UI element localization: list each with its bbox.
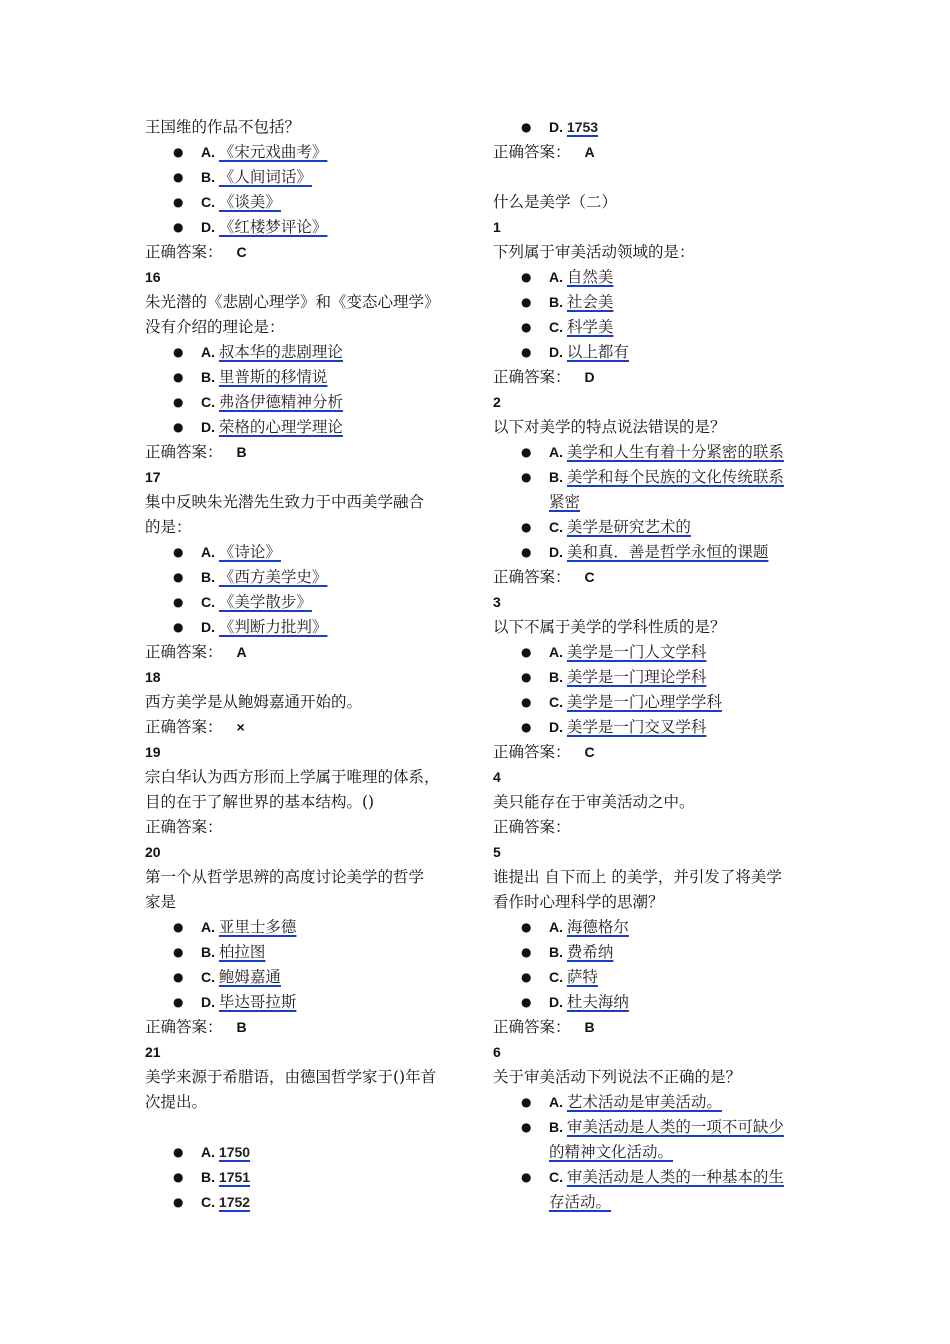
option-separator: . [559,694,567,710]
option-text-link[interactable]: 费希纳 [566,943,614,961]
option-item[interactable] [493,940,813,965]
option-item[interactable] [493,340,813,365]
option-text-link[interactable]: 艺术活动是审美活动。 [566,1093,722,1111]
option-letter: C [549,969,560,985]
option-separator: . [211,1194,219,1210]
question-number: 5 [493,844,501,860]
bullet-icon: ● [173,545,184,559]
question-text: 宗白华认为西方形而上学属于唯理的体系， [145,768,440,786]
option-separator: . [211,344,219,360]
option-text-link[interactable]: 弗洛伊德精神分析 [218,393,343,411]
answer-label: 正确答案： [145,818,223,836]
bullet-icon: ● [173,370,184,384]
answer-value: C [236,244,247,260]
bullet-icon: ● [521,295,532,309]
option-letter: B [201,369,212,385]
option-text-link[interactable]: 社会美 [566,293,614,311]
option-separator: . [559,919,567,935]
question-text: 家是 [145,893,177,911]
bullet-icon: ● [521,270,532,284]
option-item[interactable] [493,440,813,465]
option-letter: B [549,1119,560,1135]
option-text-link[interactable]: 毕达哥拉斯 [218,993,297,1011]
answer-label: 正确答案： [145,643,223,661]
question-text: 没有介绍的理论是： [145,318,285,336]
option-text-link[interactable]: 《美学散步》 [218,593,312,611]
question-text: 以下对美学的特点说法错误的是？ [493,418,726,436]
question-text: 谁提出 自下而上 的美学，并引发了将美学 [493,868,782,886]
option-letter: B [549,469,560,485]
bullet-icon: ● [173,595,184,609]
question-text: 以下不属于美学的学科性质的是？ [493,618,726,636]
option-item[interactable] [493,915,813,940]
option-letter: D [549,119,560,135]
option-item[interactable] [145,365,465,390]
option-letter: B [549,944,560,960]
bullet-icon: ● [521,320,532,334]
correct-answer [145,640,465,665]
option-separator: . [559,944,567,960]
option-letter: B [201,1169,212,1185]
option-item[interactable] [493,115,813,140]
correct-answer [493,815,813,840]
option-item[interactable] [493,715,813,740]
option-item[interactable] [145,565,465,590]
option-item[interactable] [145,1190,465,1215]
option-separator: . [559,444,567,460]
answer-label: 正确答案： [493,818,571,836]
option-letter: C [549,694,560,710]
option-letter: A [549,444,560,460]
option-separator: . [211,144,219,160]
bullet-icon: ● [173,195,184,209]
option-item[interactable] [145,940,465,965]
option-text-link[interactable]: 柏拉图 [218,943,266,961]
question-text: 王国维的作品不包括？ [145,118,301,136]
option-item[interactable] [145,540,465,565]
bullet-icon: ● [173,1195,184,1209]
answer-label: 正确答案： [145,718,223,736]
bullet-icon: ● [173,970,184,984]
bullet-icon: ● [173,145,184,159]
option-text-link[interactable]: 1751 [218,1169,251,1185]
option-text-link[interactable]: 1750 [218,1144,251,1160]
option-text-continuation[interactable] [493,490,813,515]
option-item[interactable] [145,590,465,615]
option-item[interactable] [493,1165,813,1190]
question-number: 17 [145,469,161,485]
option-separator: . [559,519,567,535]
option-item[interactable] [145,1140,465,1165]
question-number: 6 [493,1044,501,1060]
bullet-icon: ● [173,620,184,634]
option-separator: . [559,344,567,360]
option-text-link[interactable]: 以上都有 [566,343,629,361]
option-letter: C [549,519,560,535]
option-item[interactable] [145,190,465,215]
option-separator: . [211,919,219,935]
option-separator: . [559,719,567,735]
option-letter: B [549,669,560,685]
answer-value: A [584,144,595,160]
question-number: 1 [493,219,501,235]
option-text-link[interactable]: 《红楼梦评论》 [218,218,328,236]
option-item[interactable] [493,290,813,315]
question-number: 3 [493,594,501,610]
answer-value: B [236,1019,247,1035]
option-text-link[interactable]: 审美活动是人类的一种基本的生 [566,1168,784,1186]
option-letter: D [201,994,212,1010]
option-text-link[interactable]: 《人间词话》 [218,168,312,186]
bullet-icon: ● [521,995,532,1009]
option-separator: . [559,669,567,685]
option-letter: C [201,394,212,410]
option-text-link[interactable]: 1753 [566,119,599,135]
option-item[interactable] [493,1115,813,1140]
option-item[interactable] [145,340,465,365]
option-letter: D [201,619,212,635]
option-letter: C [549,319,560,335]
option-text-link[interactable]: 紧密 [549,493,581,511]
correct-answer [145,440,465,465]
option-item[interactable] [493,540,813,565]
question-text: 目的在于了解世界的基本结构。() [145,793,375,811]
option-letter: A [549,1094,560,1110]
question-number: 21 [145,1044,161,1060]
option-text-link[interactable]: 1752 [218,1194,251,1210]
option-text-continuation[interactable] [493,1190,813,1215]
option-text-link[interactable]: 荣格的心理学理论 [218,418,343,436]
option-separator: . [211,394,219,410]
option-separator: . [211,194,219,210]
option-letter: A [201,544,212,560]
option-text-link[interactable]: 美学和人生有着十分紧密的联系 [566,443,784,461]
option-item[interactable] [493,515,813,540]
option-separator: . [211,544,219,560]
question-text: 美学来源于希腊语，由德国哲学家于()年首 [145,1068,437,1086]
question-text: 次提出。 [145,1093,208,1111]
option-text-link[interactable]: 美学是一门人文学科 [566,643,707,661]
option-item[interactable] [145,215,465,240]
option-item[interactable] [145,140,465,165]
option-separator: . [559,1119,567,1135]
question-text: 看作时心理科学的思潮？ [493,893,664,911]
option-item[interactable] [145,415,465,440]
answer-label: 正确答案： [493,1018,571,1036]
option-letter: A [549,269,560,285]
question-text: 美只能存在于审美活动之中。 [493,793,695,811]
answer-value: B [584,1019,595,1035]
bullet-icon: ● [173,345,184,359]
option-separator: . [559,969,567,985]
option-letter: D [549,719,560,735]
correct-answer [145,1015,465,1040]
blank-line [145,1115,465,1140]
question-text: 集中反映朱光潜先生致力于中西美学融合 [145,493,425,511]
option-separator: . [559,269,567,285]
left-column [145,115,465,1215]
question-number: 16 [145,269,161,285]
option-letter: C [201,194,212,210]
bullet-icon: ● [521,695,532,709]
option-text-link[interactable]: 美学和每个民族的文化传统联系 [566,468,784,486]
answer-label: 正确答案： [145,443,223,461]
option-separator: . [211,944,219,960]
bullet-icon: ● [521,670,532,684]
bullet-icon: ● [173,220,184,234]
option-text-link[interactable]: 的精神文化活动。 [549,1143,674,1161]
option-separator: . [559,294,567,310]
option-separator: . [211,969,219,985]
answer-value: C [584,569,595,585]
option-letter: B [549,294,560,310]
option-item[interactable] [493,265,813,290]
bullet-icon: ● [173,1145,184,1159]
bullet-icon: ● [521,470,532,484]
option-separator: . [559,1169,567,1185]
option-letter: A [201,144,212,160]
option-text-link[interactable]: 美学是一门理论学科 [566,668,707,686]
answer-value: C [584,744,595,760]
option-item[interactable] [145,1165,465,1190]
bullet-icon: ● [173,920,184,934]
option-letter: C [549,1169,560,1185]
correct-answer [493,565,813,590]
correct-answer [493,140,813,165]
option-letter: A [549,919,560,935]
blank-line [493,165,813,190]
option-text-link[interactable]: 审美活动是人类的一项不可缺少 [566,1118,784,1136]
question-text: 下列属于审美活动领域的是： [493,243,695,261]
question-text: 第一个从哲学思辨的高度讨论美学的哲学 [145,868,425,886]
option-item[interactable] [145,390,465,415]
bullet-icon: ● [521,1120,532,1134]
option-letter: A [201,1144,212,1160]
answer-label: 正确答案： [493,568,571,586]
correct-answer [493,365,813,390]
answer-label: 正确答案： [145,243,223,261]
bullet-icon: ● [521,945,532,959]
option-text-link[interactable]: 《西方美学史》 [218,568,328,586]
option-separator: . [211,994,219,1010]
option-text-link[interactable]: 科学美 [566,318,614,336]
option-item[interactable] [145,165,465,190]
option-letter: A [201,919,212,935]
option-text-continuation[interactable] [493,1140,813,1165]
option-separator: . [559,644,567,660]
question-text: 什么是美学（二） [493,193,618,211]
option-text-link[interactable]: 美学是研究艺术的 [566,518,691,536]
bullet-icon: ● [173,1170,184,1184]
bullet-icon: ● [521,1170,532,1184]
answer-value: A [236,644,247,660]
answer-label: 正确答案： [145,1018,223,1036]
answer-label: 正确答案： [493,368,571,386]
option-text-link[interactable]: 《宋元戏曲考》 [218,143,328,161]
correct-answer [493,1015,813,1040]
option-item[interactable] [493,315,813,340]
option-text-link[interactable]: 《谈美》 [218,193,281,211]
option-separator: . [559,469,567,485]
bullet-icon: ● [521,920,532,934]
option-item[interactable] [145,615,465,640]
option-text-link[interactable]: 美和真．善是哲学永恒的课题 [566,543,769,561]
correct-answer [493,740,813,765]
question-number: 19 [145,744,161,760]
option-letter: D [201,219,212,235]
answer-label: 正确答案： [493,743,571,761]
option-text-link[interactable]: 叔本华的悲剧理论 [218,343,343,361]
option-letter: C [201,1194,212,1210]
option-separator: . [211,169,219,185]
bullet-icon: ● [521,520,532,534]
right-column [493,115,813,1215]
bullet-icon: ● [173,570,184,584]
question-text: 西方美学是从鲍姆嘉通开始的。 [145,693,363,711]
bullet-icon: ● [173,995,184,1009]
option-separator: . [211,1144,219,1160]
option-separator: . [559,994,567,1010]
question-number: 18 [145,669,161,685]
option-separator: . [211,569,219,585]
option-item[interactable] [145,915,465,940]
option-letter: B [201,569,212,585]
option-letter: D [549,344,560,360]
option-separator: . [559,544,567,560]
option-text-link[interactable]: 存活动。 [549,1193,612,1211]
option-text-link[interactable]: 自然美 [566,268,614,286]
option-separator: . [211,594,219,610]
option-item[interactable] [145,965,465,990]
option-text-link[interactable]: 杜夫海纳 [566,993,629,1011]
question-text: 的是： [145,518,192,536]
option-separator: . [211,369,219,385]
bullet-icon: ● [521,345,532,359]
option-text-link[interactable]: 鲍姆嘉通 [218,968,281,986]
bullet-icon: ● [521,970,532,984]
option-text-link[interactable]: 海德格尔 [566,918,629,936]
option-item[interactable] [493,990,813,1015]
option-text-link[interactable]: 美学是一门心理学学科 [566,693,722,711]
option-separator: . [211,619,219,635]
option-letter: B [201,944,212,960]
option-separator: . [559,1094,567,1110]
correct-answer [145,715,465,740]
option-item[interactable] [493,465,813,490]
bullet-icon: ● [173,170,184,184]
bullet-icon: ● [521,545,532,559]
option-text-link[interactable]: 《判断力批判》 [218,618,328,636]
question-text: 朱光潜的《悲剧心理学》和《变态心理学》 [145,293,440,311]
option-text-link[interactable]: 《诗论》 [218,543,281,561]
bullet-icon: ● [173,945,184,959]
option-letter: B [201,169,212,185]
option-item[interactable] [145,990,465,1015]
option-separator: . [559,319,567,335]
bullet-icon: ● [521,1095,532,1109]
answer-value: B [236,444,247,460]
option-text-link[interactable]: 亚里士多德 [218,918,297,936]
option-text-link[interactable]: 美学是一门交叉学科 [566,718,707,736]
option-letter: D [549,994,560,1010]
option-item[interactable] [493,665,813,690]
question-number: 20 [145,844,161,860]
option-letter: D [549,544,560,560]
option-letter: C [201,969,212,985]
answer-value: × [236,719,245,735]
option-item[interactable] [493,965,813,990]
option-separator: . [211,419,219,435]
answer-label: 正确答案： [493,143,571,161]
option-item[interactable] [493,1090,813,1115]
bullet-icon: ● [521,645,532,659]
option-separator: . [211,1169,219,1185]
option-letter: A [201,344,212,360]
option-item[interactable] [493,690,813,715]
question-text: 关于审美活动下列说法不正确的是？ [493,1068,742,1086]
option-separator: . [211,219,219,235]
option-separator: . [559,119,567,135]
option-text-link[interactable]: 萨特 [566,968,598,986]
option-text-link[interactable]: 里普斯的移情说 [218,368,328,386]
question-number: 4 [493,769,501,785]
bullet-icon: ● [521,445,532,459]
bullet-icon: ● [521,720,532,734]
correct-answer [145,815,465,840]
bullet-icon: ● [521,120,532,134]
option-letter: D [201,419,212,435]
bullet-icon: ● [173,395,184,409]
option-letter: C [201,594,212,610]
correct-answer [145,240,465,265]
option-letter: A [549,644,560,660]
answer-value: D [584,369,595,385]
option-item[interactable] [493,640,813,665]
bullet-icon: ● [173,420,184,434]
question-number: 2 [493,394,501,410]
